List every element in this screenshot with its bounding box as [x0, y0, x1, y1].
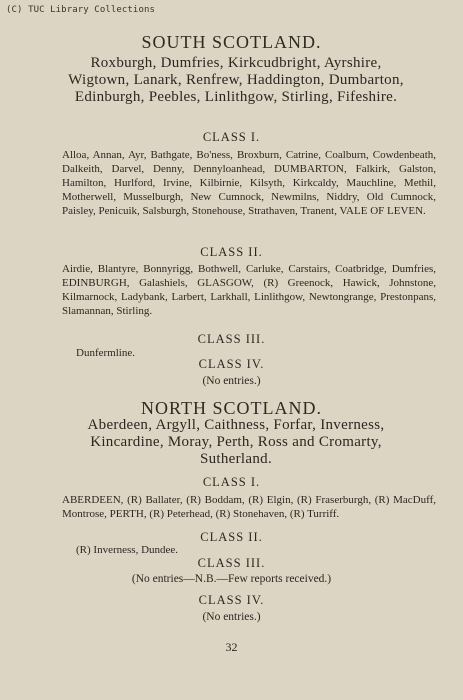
south-class-3-text: Dunfermline.	[76, 347, 135, 359]
north-class-4-heading: CLASS IV.	[198, 593, 265, 607]
south-class-1-text: Alloa, Annan, Ayr, Bathgate, Bo'ness, Broxburn, Catrine, Coalburn, Cowdenbeath, Dalkeith, Darvel, Denny, Dennyloanhead, DUMBARTON, Falkirk, Galston, Hamilton, Hurlford, Irvine, Kilbirnie, Kilsyth, Kirkcaldy, Mauchline, Methil, Motherwell, Musselburgh, New Cumnock, Newmilns, Niddry, Old Cumnock, Paisley, Penicuik, Salsburgh, Stonehouse, Strathaven, Tranent, VALE OF LEVEN.	[62, 149, 436, 217]
north-class-1-heading: CLASS I.	[202, 475, 261, 489]
copyright-watermark: (C) TUC Library Collections	[6, 5, 155, 15]
south-class-4-note: (No entries.)	[202, 375, 261, 387]
north-class-2-text: (R) Inverness, Dundee.	[76, 544, 179, 556]
south-class-1-heading: CLASS I.	[202, 130, 261, 144]
south-class-2-heading: CLASS II.	[200, 245, 263, 259]
north-class-4-note: (No entries.)	[202, 611, 261, 623]
south-scotland-title: SOUTH SCOTLAND.	[141, 32, 322, 52]
north-class-3-heading: CLASS III.	[197, 556, 266, 570]
north-class-3-note: (No entries—N.B.—Few reports received.)	[131, 573, 332, 585]
south-class-2-text: Airdie, Blantyre, Bonnyrigg, Bothwell, Carluke, Carstairs, Coatbridge, Dumfries, EDINBURGH, Galashiels, GLASGOW, (R) Greenock, Hawick, Johnstone, Kilmarnock, Ladybank, Larbert, Larkhall, Linlithgow, Newtongrange, Prestonpans, Slamannan, Stirling.	[62, 263, 436, 317]
page-number: 32	[225, 640, 238, 654]
north-class-2-heading: CLASS II.	[200, 530, 263, 544]
south-scotland-counties: Roxburgh, Dumfries, Kirkcudbright, Ayrshire, Wigtown, Lanark, Renfrew, Haddington, Dumbarton, Edinburgh, Peebles, Linlithgow, Stirling, Fifeshire.	[68, 55, 404, 105]
north-scotland-title: NORTH SCOTLAND.	[141, 398, 322, 418]
south-class-3-heading: CLASS III.	[197, 332, 266, 346]
south-class-4-heading: CLASS IV.	[198, 357, 265, 371]
north-scotland-counties: Aberdeen, Argyll, Caithness, Forfar, Inverness, Kincardine, Moray, Perth, Ross and Cromarty, Sutherland.	[87, 417, 385, 467]
north-class-1-text: ABERDEEN, (R) Ballater, (R) Boddam, (R) Elgin, (R) Fraserburgh, (R) MacDuff, Montrose, PERTH, (R) Peterhead, (R) Stonehaven, (R) Turriff.	[62, 494, 436, 520]
